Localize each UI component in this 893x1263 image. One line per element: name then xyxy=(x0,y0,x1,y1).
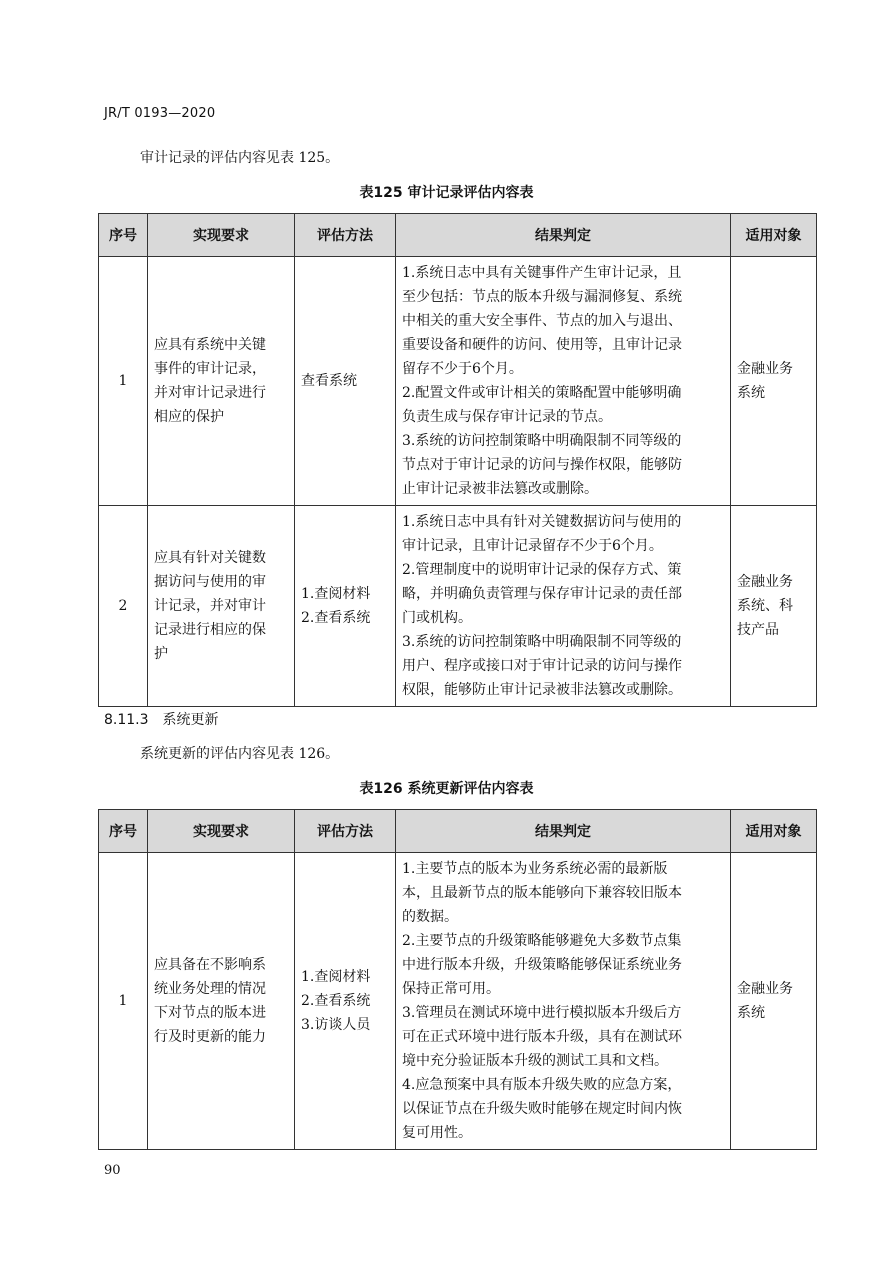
table126-intro: 系统更新的评估内容见表 126。 xyxy=(140,746,340,762)
text-line: 并对审计记录进行 xyxy=(154,385,266,401)
text-line: 3.管理员在测试环境中进行模拟版本升级后方 xyxy=(402,1005,682,1021)
table-row xyxy=(99,506,817,707)
text-line: 行及时更新的能力 xyxy=(154,1029,266,1045)
text-line: 1.系统日志中具有关键事件产生审计记录，且 xyxy=(402,265,682,281)
text-line: 统业务处理的情况 xyxy=(154,981,266,997)
text-line: 的数据。 xyxy=(402,909,458,925)
col-header-target: 适用对象 xyxy=(731,810,817,853)
text-line: 可在正式环境中进行版本升级，具有在测试环 xyxy=(402,1029,682,1045)
text-line: 护 xyxy=(154,646,168,662)
text-line: 1.查阅材料 xyxy=(301,586,371,602)
text-line: 1.主要节点的版本为业务系统必需的最新版 xyxy=(402,861,668,877)
col-header-no: 序号 xyxy=(99,214,148,257)
text-line: 至少包括：节点的版本升级与漏洞修复、系统 xyxy=(402,289,682,305)
method-cell xyxy=(295,506,396,707)
text-line: 本，且最新节点的版本能够向下兼容较旧版本 xyxy=(402,885,682,901)
text-line: 保持正常可用。 xyxy=(402,981,500,997)
text-line: 权限，能够防止审计记录被非法篡改或删除。 xyxy=(402,682,682,698)
table-row xyxy=(99,853,817,1150)
result-cell xyxy=(396,853,731,1150)
system-update-table xyxy=(98,809,817,1150)
text-line: 2.配置文件或审计相关的策略配置中能够明确 xyxy=(402,385,682,401)
text-line: 相应的保护 xyxy=(154,409,224,425)
text-line: 3.系统的访问控制策略中明确限制不同等级的 xyxy=(402,433,682,449)
text-line: 止审计记录被非法篡改或删除。 xyxy=(402,481,598,497)
row-number: 2 xyxy=(99,506,148,707)
text-line: 系统 xyxy=(737,385,765,401)
col-header-requirement: 实现要求 xyxy=(148,810,295,853)
text-line: 查看系统 xyxy=(301,373,357,389)
col-header-result: 结果判定 xyxy=(396,214,731,257)
text-line: 3.访谈人员 xyxy=(301,1017,371,1033)
text-line: 2.查看系统 xyxy=(301,610,371,626)
section-title: 系统更新 xyxy=(162,712,219,728)
text-line: 应具有系统中关键 xyxy=(154,337,266,353)
section-number: 8.11.3 xyxy=(104,712,149,728)
text-line: 事件的审计记录， xyxy=(154,361,266,377)
table126-caption: 表126 系统更新评估内容表 xyxy=(359,781,534,797)
text-line: 系统、科 xyxy=(737,598,793,614)
text-line: 节点对于审计记录的访问与操作权限，能够防 xyxy=(402,457,682,473)
text-line: 技产品 xyxy=(737,622,779,638)
col-header-result: 结果判定 xyxy=(396,810,731,853)
text-line: 系统 xyxy=(737,1005,765,1021)
requirement-cell xyxy=(148,257,295,506)
text-line: 略，并明确负责管理与保存审计记录的责任部 xyxy=(402,586,682,602)
text-line: 据访问与使用的审 xyxy=(154,574,266,590)
target-cell xyxy=(731,506,817,707)
table-header-row xyxy=(99,810,817,853)
text-line: 应具备在不影响系 xyxy=(154,957,266,973)
text-line: 金融业务 xyxy=(737,574,793,590)
result-cell xyxy=(396,506,731,707)
col-header-target: 适用对象 xyxy=(731,214,817,257)
requirement-cell xyxy=(148,853,295,1150)
table-header-row xyxy=(99,214,817,257)
table125-intro: 审计记录的评估内容见表 125。 xyxy=(140,150,340,166)
text-line: 4.应急预案中具有版本升级失败的应急方案， xyxy=(402,1077,682,1093)
section-heading xyxy=(104,709,219,729)
requirement-cell xyxy=(148,506,295,707)
text-line: 计记录，并对审计 xyxy=(154,598,266,614)
text-line: 下对节点的版本进 xyxy=(154,1005,266,1021)
target-cell xyxy=(731,853,817,1150)
result-cell xyxy=(396,257,731,506)
text-line: 1.查阅材料 xyxy=(301,969,371,985)
text-line: 中相关的重大安全事件、节点的加入与退出、 xyxy=(402,313,682,329)
text-line: 2.查看系统 xyxy=(301,993,371,1009)
col-header-no: 序号 xyxy=(99,810,148,853)
method-cell xyxy=(295,257,396,506)
audit-record-table xyxy=(98,213,817,707)
document-code: JR/T 0193—2020 xyxy=(104,106,216,121)
text-line: 审计记录，且审计记录留存不少于6个月。 xyxy=(402,538,663,554)
text-line: 负责生成与保存审计记录的节点。 xyxy=(402,409,612,425)
method-cell xyxy=(295,853,396,1150)
col-header-method: 评估方法 xyxy=(295,214,396,257)
text-line: 中进行版本升级，升级策略能够保证系统业务 xyxy=(402,957,682,973)
text-line: 1.系统日志中具有针对关键数据访问与使用的 xyxy=(402,514,682,530)
text-line: 用户、程序或接口对于审计记录的访问与操作 xyxy=(402,658,682,674)
text-line: 以保证节点在升级失败时能够在规定时间内恢 xyxy=(402,1101,682,1117)
table-row xyxy=(99,257,817,506)
target-cell xyxy=(731,257,817,506)
text-line: 复可用性。 xyxy=(402,1125,472,1141)
text-line: 2.管理制度中的说明审计记录的保存方式、策 xyxy=(402,562,682,578)
text-line: 重要设备和硬件的访问、使用等，且审计记录 xyxy=(402,337,682,353)
row-number: 1 xyxy=(99,853,148,1150)
text-line: 应具有针对关键数 xyxy=(154,550,266,566)
text-line: 记录进行相应的保 xyxy=(154,622,266,638)
row-number: 1 xyxy=(99,257,148,506)
text-line: 境中充分验证版本升级的测试工具和文档。 xyxy=(402,1053,668,1069)
col-header-method: 评估方法 xyxy=(295,810,396,853)
text-line: 金融业务 xyxy=(737,361,793,377)
text-line: 3.系统的访问控制策略中明确限制不同等级的 xyxy=(402,634,682,650)
col-header-requirement: 实现要求 xyxy=(148,214,295,257)
text-line: 门或机构。 xyxy=(402,610,472,626)
text-line: 2.主要节点的升级策略能够避免大多数节点集 xyxy=(402,933,682,949)
text-line: 金融业务 xyxy=(737,981,793,997)
page-number: 90 xyxy=(104,1163,121,1178)
table125-caption: 表125 审计记录评估内容表 xyxy=(359,185,534,201)
text-line: 留存不少于6个月。 xyxy=(402,361,523,377)
